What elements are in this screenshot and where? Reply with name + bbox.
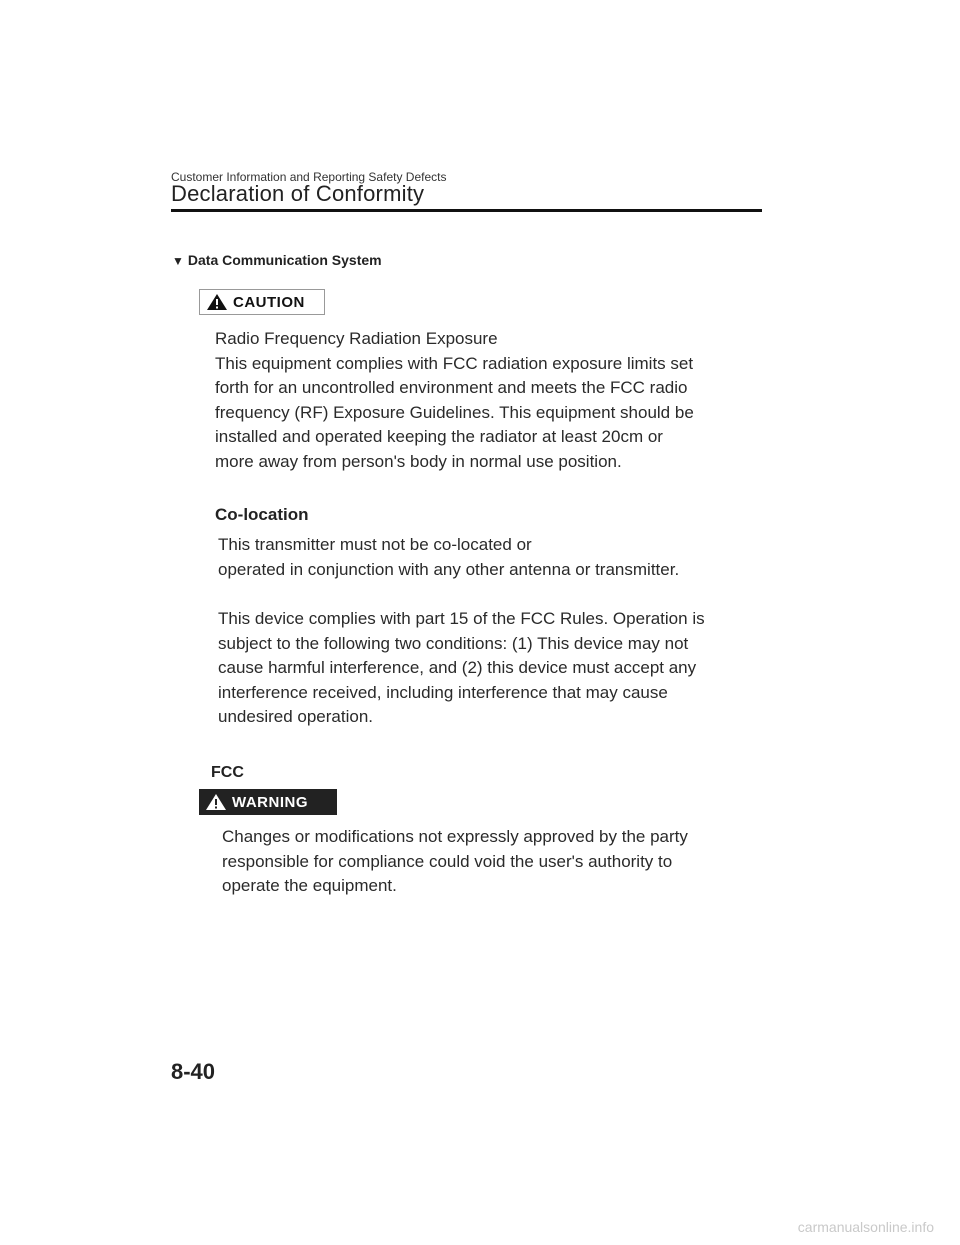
caution-line: Radio Frequency Radiation Exposure — [215, 329, 498, 348]
header-divider — [171, 209, 762, 212]
section-heading-label: Data Communication System — [187, 252, 382, 268]
warning-line: operate the equipment. — [222, 876, 397, 895]
caution-line: This equipment complies with FCC radiation exposure limits set — [215, 353, 694, 373]
header-kicker: Customer Information and Reporting Safety Defects — [171, 170, 447, 184]
section-marker: ▼ — [172, 254, 184, 268]
caution-body — [215, 327, 694, 474]
part15-line: subject to the following two conditions: (1) This device may not — [218, 633, 689, 653]
part15-line: This device complies with part 15 of the FCC Rules. Operation is — [218, 609, 705, 628]
page-number: 8-40 — [171, 1059, 216, 1084]
part15-line: undesired operation. — [218, 707, 374, 726]
colocation-title: Co-location — [215, 505, 309, 524]
warning-line: responsible for compliance could void the user's authority to — [222, 851, 673, 871]
warning-badge-label: WARNING — [232, 793, 308, 811]
caution-line: frequency (RF) Exposure Guidelines. This equipment should be — [215, 402, 694, 422]
fcc-title: FCC — [211, 764, 244, 781]
warning-badge — [199, 789, 337, 815]
caution-line: installed and operated keeping the radiator at least 20cm or — [215, 427, 663, 446]
part15-line: interference received, including interference that may cause — [218, 682, 668, 702]
warning-triangle-icon — [205, 793, 227, 811]
caution-line: more away from person's body in normal use position. — [215, 451, 622, 471]
warning-body — [222, 825, 688, 899]
caution-badge-label: CAUTION — [233, 293, 305, 311]
page-title: Declaration of Conformity — [171, 181, 425, 206]
colocation-line: operated in conjunction with any other antenna or transmitter. — [218, 559, 680, 579]
watermark: carmanualsonline.info — [797, 1219, 934, 1235]
colocation-body — [218, 533, 679, 582]
caution-line: forth for an uncontrolled environment and meets the FCC radio — [215, 378, 688, 397]
part15-line: cause harmful interference, and (2) this device must accept any — [218, 658, 697, 677]
warning-triangle-icon — [206, 293, 228, 311]
part15-body — [218, 607, 705, 730]
section-heading — [172, 252, 382, 268]
colocation-line: This transmitter must not be co-located or — [218, 535, 532, 554]
warning-line: Changes or modifications not expressly approved by the party — [222, 827, 688, 846]
caution-badge — [199, 289, 325, 315]
